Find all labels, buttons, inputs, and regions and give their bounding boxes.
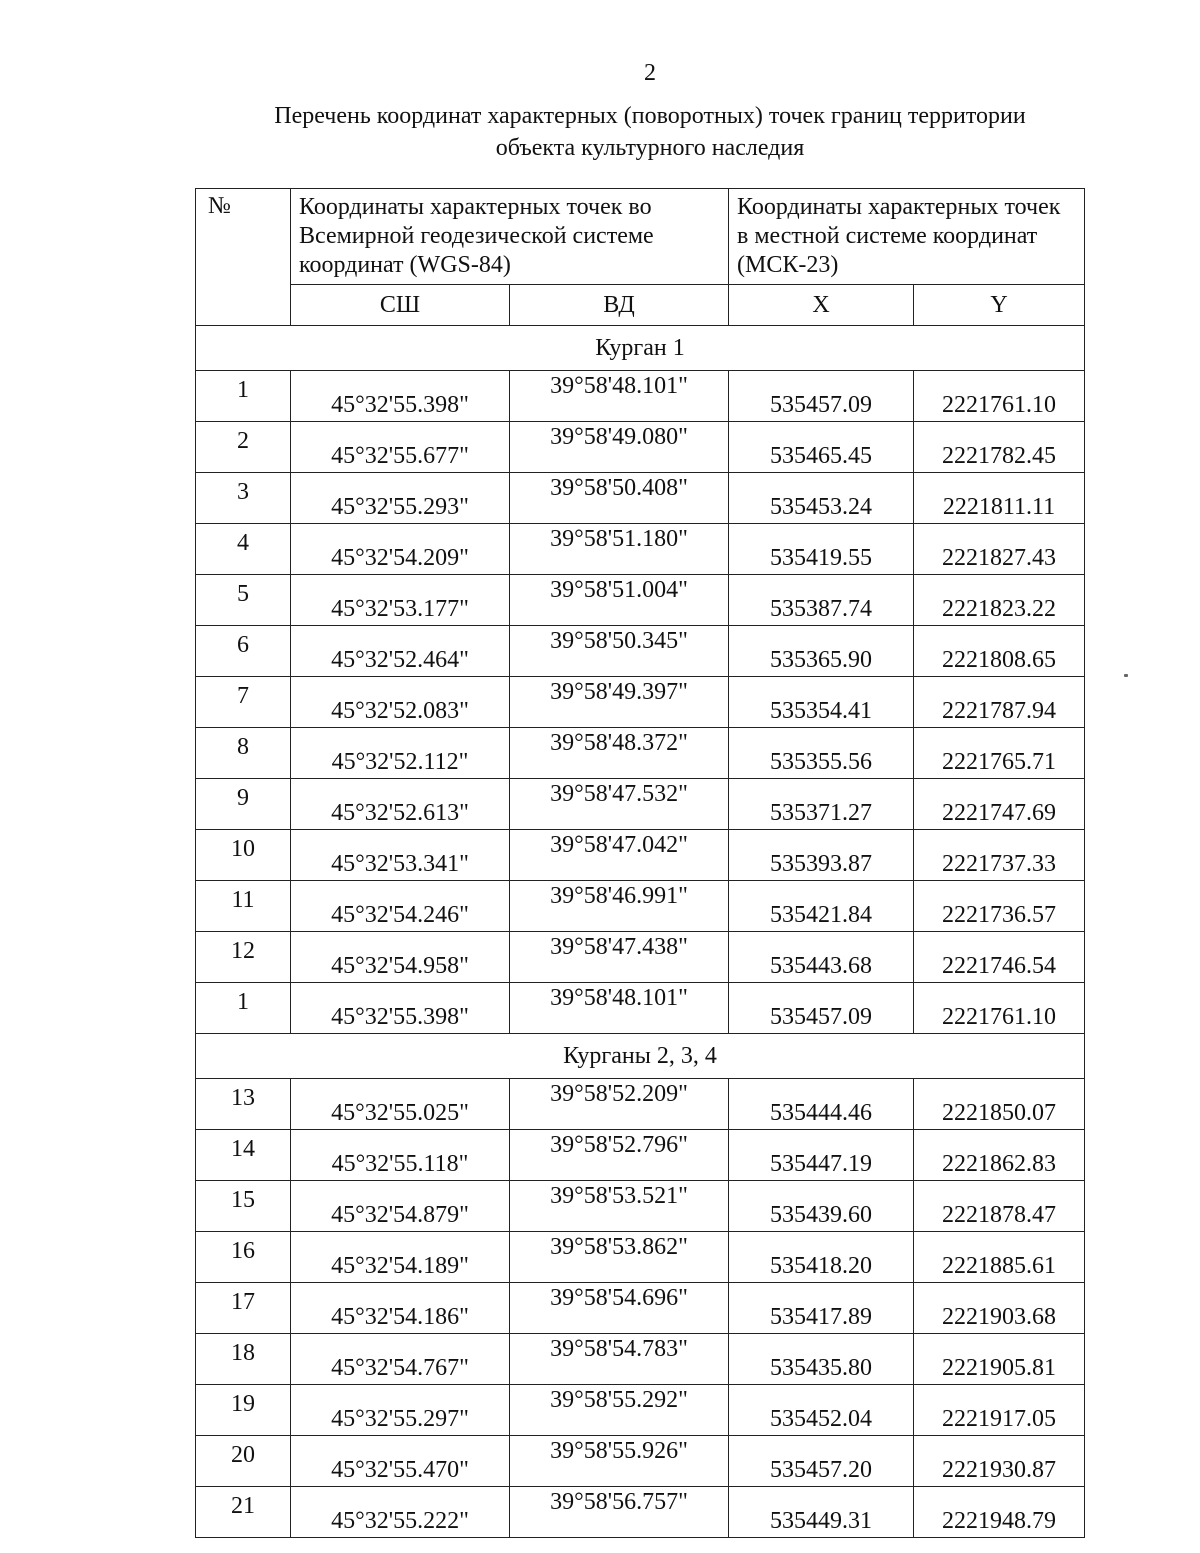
table-row [196, 1130, 1085, 1181]
x-coordinate-cell: 535387.74 [729, 575, 914, 626]
latitude-cell: 45°32'54.879" [291, 1181, 510, 1232]
section-row [196, 1034, 1085, 1079]
latitude-cell: 45°32'54.958" [291, 932, 510, 983]
longitude-cell: 39°58'46.991" [510, 881, 729, 932]
latitude-cell: 45°32'55.398" [291, 371, 510, 422]
y-coordinate-cell: 2221737.33 [914, 830, 1085, 881]
latitude-cell: 45°32'54.246" [291, 881, 510, 932]
point-number-cell: 8 [196, 728, 291, 779]
y-coordinate-cell: 2221827.43 [914, 524, 1085, 575]
point-number-cell: 20 [196, 1436, 291, 1487]
longitude-cell: 39°58'47.042" [510, 830, 729, 881]
latitude-cell: 45°32'55.470" [291, 1436, 510, 1487]
header-wgs84-group: Координаты характерных точек во Всемирной геодезической системе координат (WGS-84) [291, 189, 729, 285]
point-number-cell: 15 [196, 1181, 291, 1232]
y-coordinate-cell: 2221948.79 [914, 1487, 1085, 1538]
y-coordinate-cell: 2221746.54 [914, 932, 1085, 983]
latitude-cell: 45°32'52.083" [291, 677, 510, 728]
latitude-cell: 45°32'55.222" [291, 1487, 510, 1538]
x-coordinate-cell: 535457.09 [729, 983, 914, 1034]
x-coordinate-cell: 535457.09 [729, 371, 914, 422]
latitude-cell: 45°32'54.189" [291, 1232, 510, 1283]
longitude-cell: 39°58'48.101" [510, 371, 729, 422]
point-number-cell: 5 [196, 575, 291, 626]
point-number-cell: 18 [196, 1334, 291, 1385]
y-coordinate-cell: 2221878.47 [914, 1181, 1085, 1232]
header-y: Y [914, 285, 1085, 326]
x-coordinate-cell: 535417.89 [729, 1283, 914, 1334]
point-number-cell: 12 [196, 932, 291, 983]
longitude-cell: 39°58'51.180" [510, 524, 729, 575]
point-number-cell: 1 [196, 983, 291, 1034]
document-title-line-2: объекта культурного наследия [495, 135, 805, 161]
section-row [196, 326, 1085, 371]
table-row [196, 728, 1085, 779]
table-row [196, 983, 1085, 1034]
point-number-cell: 13 [196, 1079, 291, 1130]
x-coordinate-cell: 535443.68 [729, 932, 914, 983]
scan-speck [1124, 674, 1128, 677]
point-number-cell: 14 [196, 1130, 291, 1181]
x-coordinate-cell: 535444.46 [729, 1079, 914, 1130]
x-coordinate-cell: 535447.19 [729, 1130, 914, 1181]
point-number-cell: 3 [196, 473, 291, 524]
coordinates-table [195, 188, 1085, 1538]
longitude-cell: 39°58'54.783" [510, 1334, 729, 1385]
longitude-cell: 39°58'49.397" [510, 677, 729, 728]
longitude-cell: 39°58'56.757" [510, 1487, 729, 1538]
point-number-cell: 11 [196, 881, 291, 932]
longitude-cell: 39°58'54.696" [510, 1283, 729, 1334]
point-number-cell: 10 [196, 830, 291, 881]
point-number-cell: 9 [196, 779, 291, 830]
point-number-cell: 21 [196, 1487, 291, 1538]
x-coordinate-cell: 535457.20 [729, 1436, 914, 1487]
y-coordinate-cell: 2221823.22 [914, 575, 1085, 626]
point-number-cell: 19 [196, 1385, 291, 1436]
longitude-cell: 39°58'50.408" [510, 473, 729, 524]
point-number-cell: 16 [196, 1232, 291, 1283]
x-coordinate-cell: 535365.90 [729, 626, 914, 677]
table-row [196, 830, 1085, 881]
longitude-cell: 39°58'53.521" [510, 1181, 729, 1232]
point-number-cell: 6 [196, 626, 291, 677]
document-title [150, 100, 1150, 164]
x-coordinate-cell: 535452.04 [729, 1385, 914, 1436]
x-coordinate-cell: 535418.20 [729, 1232, 914, 1283]
table-row [196, 473, 1085, 524]
x-coordinate-cell: 535371.27 [729, 779, 914, 830]
x-coordinate-cell: 535435.80 [729, 1334, 914, 1385]
table-body [196, 326, 1085, 1538]
y-coordinate-cell: 2221747.69 [914, 779, 1085, 830]
x-coordinate-cell: 535449.31 [729, 1487, 914, 1538]
x-coordinate-cell: 535421.84 [729, 881, 914, 932]
latitude-cell: 45°32'52.613" [291, 779, 510, 830]
point-number-cell: 2 [196, 422, 291, 473]
table-row [196, 1181, 1085, 1232]
document-title-line-1: Перечень координат характерных (поворотных) точек границ территории [274, 103, 1026, 129]
table-row [196, 1385, 1085, 1436]
y-coordinate-cell: 2221862.83 [914, 1130, 1085, 1181]
point-number-cell: 17 [196, 1283, 291, 1334]
point-number-cell: 7 [196, 677, 291, 728]
latitude-cell: 45°32'54.767" [291, 1334, 510, 1385]
y-coordinate-cell: 2221765.71 [914, 728, 1085, 779]
latitude-cell: 45°32'55.293" [291, 473, 510, 524]
x-coordinate-cell: 535419.55 [729, 524, 914, 575]
latitude-cell: 45°32'53.177" [291, 575, 510, 626]
latitude-cell: 45°32'53.341" [291, 830, 510, 881]
x-coordinate-cell: 535393.87 [729, 830, 914, 881]
x-coordinate-cell: 535465.45 [729, 422, 914, 473]
longitude-cell: 39°58'49.080" [510, 422, 729, 473]
table-row [196, 1487, 1085, 1538]
section-title: Курганы 2, 3, 4 [196, 1034, 1085, 1079]
y-coordinate-cell: 2221850.07 [914, 1079, 1085, 1130]
latitude-cell: 45°32'54.209" [291, 524, 510, 575]
table-row [196, 932, 1085, 983]
x-coordinate-cell: 535439.60 [729, 1181, 914, 1232]
x-coordinate-cell: 535453.24 [729, 473, 914, 524]
table-row [196, 1283, 1085, 1334]
table-row [196, 677, 1085, 728]
x-coordinate-cell: 535355.56 [729, 728, 914, 779]
header-number: № [196, 189, 291, 326]
point-number-cell: 1 [196, 371, 291, 422]
longitude-cell: 39°58'55.926" [510, 1436, 729, 1487]
longitude-cell: 39°58'52.796" [510, 1130, 729, 1181]
y-coordinate-cell: 2221903.68 [914, 1283, 1085, 1334]
table-row [196, 626, 1085, 677]
latitude-cell: 45°32'52.112" [291, 728, 510, 779]
table-row [196, 422, 1085, 473]
table-row [196, 371, 1085, 422]
table-row [196, 1232, 1085, 1283]
header-x: X [729, 285, 914, 326]
latitude-cell: 45°32'55.025" [291, 1079, 510, 1130]
y-coordinate-cell: 2221787.94 [914, 677, 1085, 728]
longitude-cell: 39°58'48.372" [510, 728, 729, 779]
table-row [196, 1436, 1085, 1487]
longitude-cell: 39°58'48.101" [510, 983, 729, 1034]
header-msk23-group: Координаты характерных точек в местной системе координат (МСК-23) [729, 189, 1085, 285]
x-coordinate-cell: 535354.41 [729, 677, 914, 728]
longitude-cell: 39°58'53.862" [510, 1232, 729, 1283]
y-coordinate-cell: 2221885.61 [914, 1232, 1085, 1283]
header-longitude: ВД [510, 285, 729, 326]
y-coordinate-cell: 2221782.45 [914, 422, 1085, 473]
y-coordinate-cell: 2221930.87 [914, 1436, 1085, 1487]
longitude-cell: 39°58'50.345" [510, 626, 729, 677]
table-row [196, 575, 1085, 626]
latitude-cell: 45°32'54.186" [291, 1283, 510, 1334]
latitude-cell: 45°32'55.677" [291, 422, 510, 473]
page-number: 2 [644, 60, 656, 86]
table-row [196, 1334, 1085, 1385]
y-coordinate-cell: 2221905.81 [914, 1334, 1085, 1385]
latitude-cell: 45°32'52.464" [291, 626, 510, 677]
section-title: Курган 1 [196, 326, 1085, 371]
table-row [196, 779, 1085, 830]
latitude-cell: 45°32'55.297" [291, 1385, 510, 1436]
longitude-cell: 39°58'47.438" [510, 932, 729, 983]
longitude-cell: 39°58'51.004" [510, 575, 729, 626]
y-coordinate-cell: 2221761.10 [914, 983, 1085, 1034]
longitude-cell: 39°58'52.209" [510, 1079, 729, 1130]
y-coordinate-cell: 2221917.05 [914, 1385, 1085, 1436]
table-row [196, 1079, 1085, 1130]
table-row [196, 524, 1085, 575]
table-row [196, 881, 1085, 932]
point-number-cell: 4 [196, 524, 291, 575]
header-latitude: СШ [291, 285, 510, 326]
y-coordinate-cell: 2221736.57 [914, 881, 1085, 932]
y-coordinate-cell: 2221808.65 [914, 626, 1085, 677]
latitude-cell: 45°32'55.398" [291, 983, 510, 1034]
longitude-cell: 39°58'55.292" [510, 1385, 729, 1436]
y-coordinate-cell: 2221811.11 [914, 473, 1085, 524]
latitude-cell: 45°32'55.118" [291, 1130, 510, 1181]
y-coordinate-cell: 2221761.10 [914, 371, 1085, 422]
longitude-cell: 39°58'47.532" [510, 779, 729, 830]
